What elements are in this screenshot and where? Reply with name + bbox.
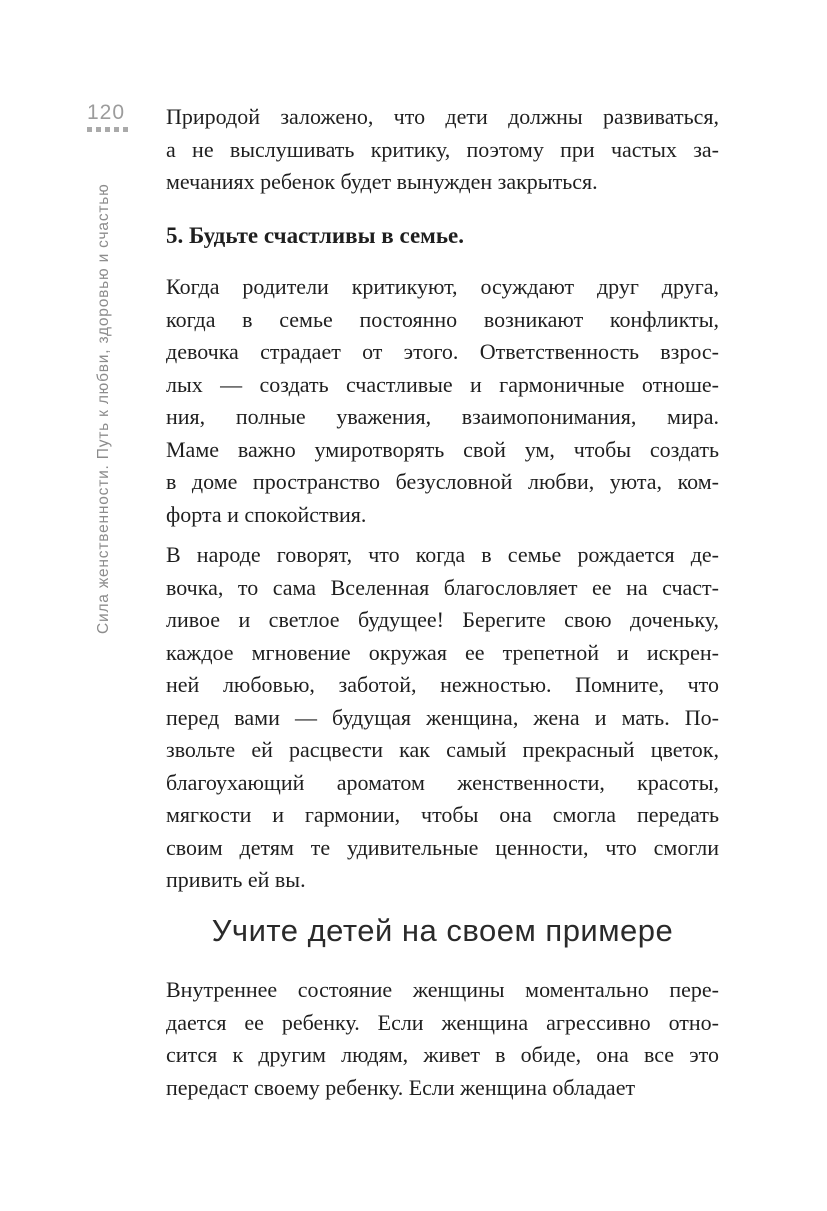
text-line: лых — создать счастливые и гармоничные отноше-: [166, 371, 719, 397]
text-line: ливое и светлое будущее! Берегите свою доченьку,: [166, 607, 719, 632]
text-line: девочка страдает от этого. Ответственность взрос-: [166, 339, 719, 364]
text-line: вочка, то сама Вселенная благословляет ее на счаст-: [166, 574, 719, 600]
text-line: передаст своему ребенку. Если женщина обладает: [166, 1074, 636, 1100]
text-line: Маме важно умиротворять свой ум, чтобы создать: [166, 436, 719, 462]
text-line: сится к другим людям, живет в обиде, она все это: [166, 1042, 719, 1067]
text-line: благоухающий ароматом женственности, красоты,: [166, 769, 719, 795]
text-line: каждое мгновение окружая ее трепетной и искрен-: [166, 639, 719, 665]
text-line: когда в семье постоянно возникают конфликты,: [166, 306, 719, 332]
text-line: перед вами — будущая женщина, жена и мать. По-: [166, 704, 719, 730]
paragraph-family-happiness: [166, 271, 719, 531]
text-line: звольте ей расцвести как самый прекрасный цветок,: [166, 737, 719, 762]
text-line: своим детям те удивительные ценности, что смогли: [166, 834, 719, 860]
paragraph-inner-state: [166, 974, 719, 1104]
dot: [123, 127, 128, 132]
dot: [87, 127, 92, 132]
text-line: дается ее ребенку. Если женщина агрессивно отно-: [166, 1009, 719, 1035]
text-line: Природой заложено, что дети должны развиваться,: [166, 104, 719, 129]
text-line: ния, полные уважения, взаимопонимания, мира.: [166, 404, 719, 429]
paragraph-blessing: [166, 539, 719, 897]
subheading-rule-5: 5. Будьте счастливы в семье.: [166, 223, 464, 248]
text-line: мягкости и гармонии, чтобы она смогла передать: [166, 802, 719, 827]
text-line: ней любовью, заботой, нежностью. Помните, что: [166, 672, 719, 697]
text-line: Внутреннее состояние женщины моментально пере-: [166, 977, 719, 1002]
text-line: в доме пространство безусловной любви, уюта, ком-: [166, 469, 719, 494]
text-line: форта и спокойствия.: [166, 501, 367, 527]
text-line: Когда родители критикуют, осуждают друг друга,: [166, 274, 719, 299]
section-heading-teach-by-example: Учите детей на своем примере: [211, 913, 674, 948]
page-number-block: [87, 102, 128, 132]
dot: [96, 127, 101, 132]
running-title-vertical: Сила женственности. Путь к любви, здоровью и счастью: [95, 183, 112, 634]
dot: [105, 127, 110, 132]
text-line: В народе говорят, что когда в семье рождается де-: [166, 542, 719, 567]
text-line: мечаниях ребенок будет вынужден закрыться.: [166, 169, 598, 194]
paragraph-intro: [166, 101, 719, 199]
page-number-dots: [87, 127, 128, 132]
text-line: привить ей вы.: [166, 867, 306, 892]
text-line: а не выслушивать критику, поэтому при частых за-: [166, 136, 719, 162]
dot: [114, 127, 119, 132]
page-number: 120: [87, 101, 126, 124]
